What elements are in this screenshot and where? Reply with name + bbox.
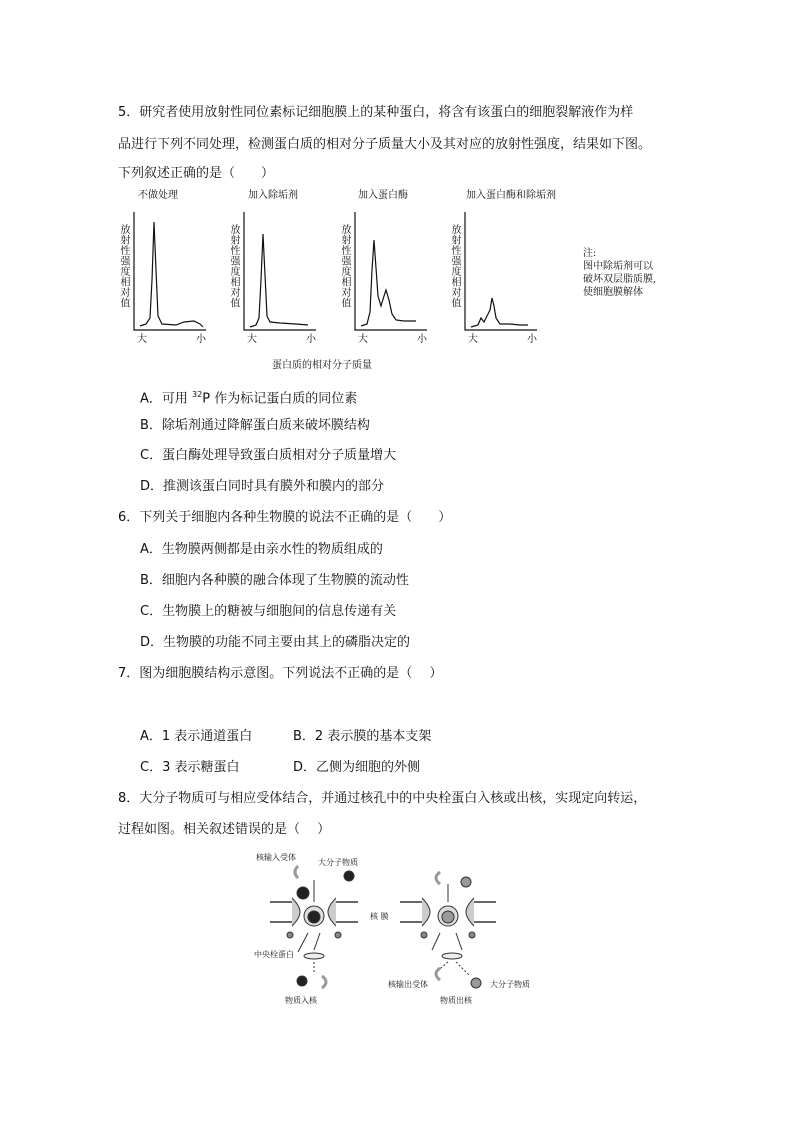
panel2-x-right: 小 (306, 334, 316, 345)
q8-stem-line1: 8．大分子物质可与相应受体结合，并通过核孔中的中央栓蛋白入核或出核，实现定向转运， (118, 791, 647, 806)
export-caption: 物质出核 (440, 996, 472, 1005)
macromolecule-dot (461, 877, 471, 887)
panel1-x-left: 大 (137, 334, 147, 345)
note-line1: 注: (583, 248, 597, 259)
q5-xlabel: 蛋白质的相对分子质量 (272, 360, 372, 371)
right-pore (400, 872, 496, 988)
q6-option-a: A．生物膜两侧都是由亲水性的物质组成的 (140, 542, 383, 557)
panel2-ylabel: 放射性强度相对值 (228, 224, 239, 308)
q6-stem: 6．下列关于细胞内各种生物膜的说法不正确的是（ ） (118, 510, 452, 525)
panel4-x-left: 大 (468, 334, 478, 345)
q6-option-c: C．生物膜上的糖被与细胞间的信息传递有关 (140, 604, 397, 619)
q7-option-a: A．1 表示通道蛋白 (140, 729, 253, 744)
q7-option-d: D．乙侧为细胞的外侧 (293, 760, 421, 775)
macromolecule-label: 大分子物质 (318, 858, 358, 867)
macromolecule-dot (297, 887, 309, 899)
q7-option-c: C．3 表示糖蛋白 (140, 760, 240, 775)
panel2-x-left: 大 (247, 334, 257, 345)
import-receptor-label: 核输入受体 (256, 853, 296, 862)
panel4-ylabel: 放射性强度相对值 (449, 224, 460, 308)
macromolecule2-label: 大分子物质 (490, 980, 530, 989)
panel3-x-right: 小 (417, 334, 427, 345)
q6-option-b: B．细胞内各种膜的融合体现了生物膜的流动性 (140, 573, 409, 588)
q8-stem-line2: 过程如图。相关叙述错误的是（ ） (118, 822, 331, 837)
note-line3: 破坏双层脂质膜, (583, 274, 657, 285)
panel1-title: 不做处理 (138, 190, 178, 201)
note-line4: 使细胞膜解体 (583, 287, 643, 298)
panel4-title: 加入蛋白酶和除垢剂 (466, 190, 556, 201)
q5-stem-line2: 品进行下列不同处理，检测蛋白质的相对分子质量大小及其对应的放射性强度，结果如下图。 (118, 137, 652, 152)
import-caption: 物质入核 (285, 996, 317, 1005)
panel4-x-right: 小 (527, 334, 537, 345)
panel1-x-right: 小 (196, 334, 206, 345)
q5-option-b: B．除垢剂通过降解蛋白质来破坏膜结构 (140, 418, 370, 433)
q5-option-d: D．推测该蛋白同时具有膜外和膜内的部分 (140, 479, 385, 494)
q7-option-b: B．2 表示膜的基本支架 (293, 729, 432, 744)
panel1-ylabel: 放射性强度相对值 (118, 224, 129, 308)
q5-option-c: C．蛋白酶处理导致蛋白质相对分子质量增大 (140, 448, 397, 463)
q6-option-d: D．生物膜的功能不同主要由其上的磷脂决定的 (140, 635, 411, 650)
left-pore (270, 866, 358, 988)
panel3-title: 加入蛋白酶 (358, 190, 408, 201)
q5-option-a: A．可用 $^{32}$P 作为标记蛋白质的同位素 (140, 390, 358, 407)
panel3-x-left: 大 (358, 334, 368, 345)
nuclear-membrane-label: 核 膜 (370, 912, 389, 921)
note-line2: 图中除垢剂可以 (583, 261, 653, 272)
panel3-ylabel: 放射性强度相对值 (339, 224, 350, 308)
import-receptor-icon (295, 866, 298, 878)
macromolecule-dot (344, 871, 354, 881)
central-plug-label: 中央栓蛋白 (254, 950, 294, 959)
export-receptor-label: 核输出受体 (388, 980, 428, 989)
panel2-title: 加入除垢剂 (248, 190, 298, 201)
q7-stem: 7．图为细胞膜结构示意图。下列说法不正确的是（ ） (118, 666, 443, 681)
q5-stem-line3: 下列叙述正确的是（ ） (118, 166, 275, 181)
q5-stem-line1: 5．研究者使用放射性同位素标记细胞膜上的某种蛋白，将含有该蛋白的细胞裂解液作为样 (118, 105, 634, 120)
